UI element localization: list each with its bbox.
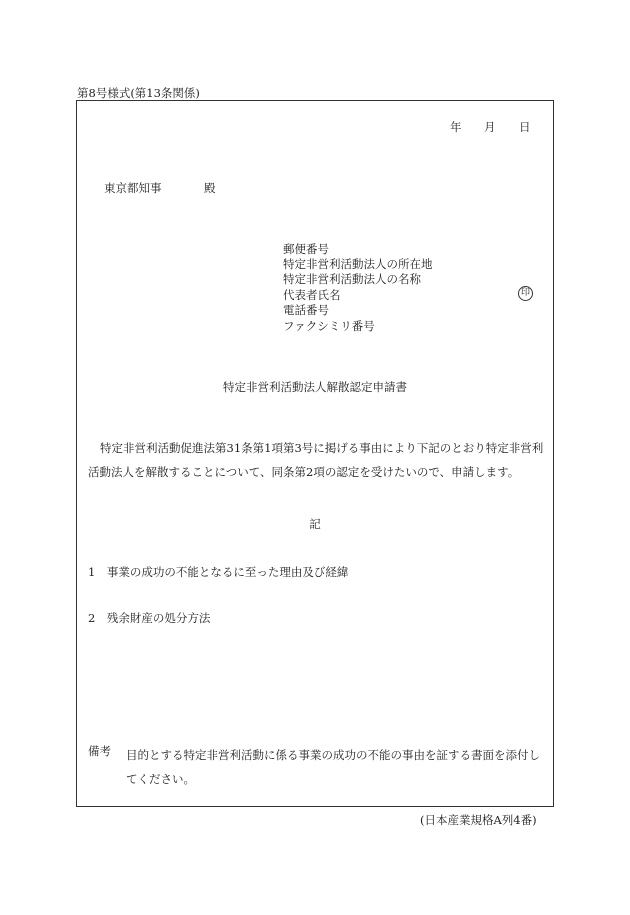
date-year-label: 年 [450, 120, 462, 134]
item-reason: 1 事業の成功の不能となるに至った理由及び経緯 [88, 565, 349, 579]
phone-label: 電話番号 [283, 303, 329, 317]
application-body: 特定非営利活動促進法第31条第1項第3号に掲げる事由により下記のとおり特定非営利活動法人を解散することについて、同条第2項の認定を受けたいので、申請します。 [88, 441, 544, 479]
recipient-honorific: 殿 [204, 181, 216, 195]
item-asset-disposal: 2 残余財産の処分方法 [88, 611, 211, 625]
seal-mark: 印 [518, 286, 533, 301]
representative-label: 代表者氏名 [283, 288, 341, 302]
remarks-label: 備考 [88, 744, 111, 758]
ki-heading: 記 [309, 517, 321, 531]
form-number: 第8号様式(第13条関係) [77, 86, 200, 100]
recipient-name: 東京都知事 [104, 181, 162, 195]
document-title: 特定非営利活動法人解散認定申請書 [223, 380, 407, 394]
corporation-name-label: 特定非営利活動法人の名称 [283, 272, 421, 286]
address-label: 特定非営利活動法人の所在地 [283, 257, 433, 271]
paper-size-note: (日本産業規格A列4番) [420, 813, 537, 827]
remarks-text: 目的とする特定非営利活動に係る事業の成功の不能の事由を証する書面を添付してください。 [126, 748, 540, 786]
postal-code-label: 郵便番号 [283, 242, 329, 256]
fax-label: ファクシミリ番号 [283, 319, 375, 333]
date-day-label: 日 [519, 120, 531, 134]
date-month-label: 月 [484, 120, 496, 134]
